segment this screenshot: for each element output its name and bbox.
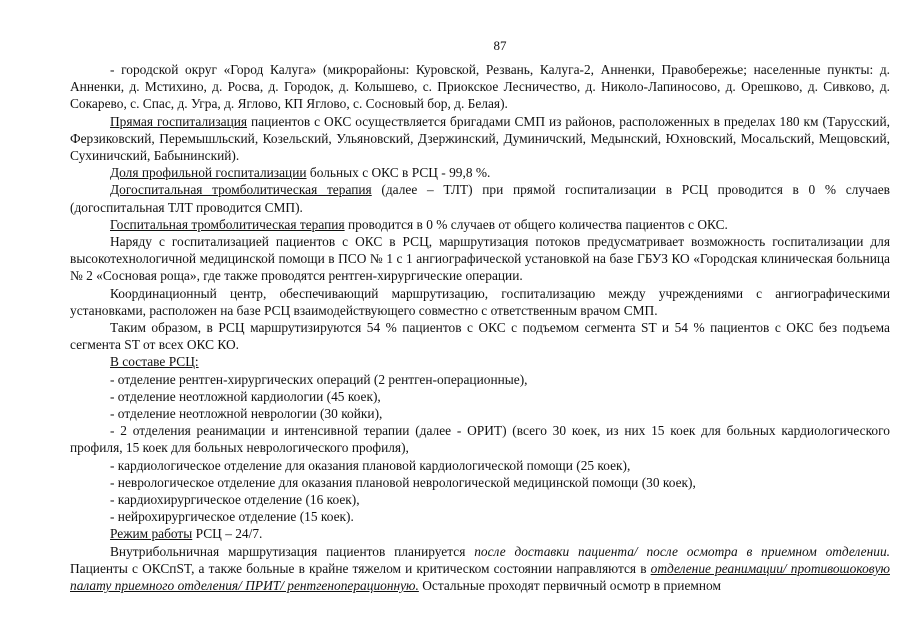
list-item: - кардиологическое отделение для оказания плановой кардиологической помощи (25 коек), [110, 457, 631, 473]
emphasis-icu-destinations: отделение реанимации/ противошоковую палату приемного отделения/ ПРИТ/ рентгеноперационную. [70, 560, 890, 594]
paragraph-routing-share: Таким образом, в РСЦ маршрутизируются 54 % пациентов с ОКС с подъемом сегмента ST и 54 % пациентов с ОКС без подъема сегмента ST от всех ОКС КО. [70, 320, 890, 353]
paragraph-text: больных с ОКС в РСЦ - 99,8 %. [306, 165, 491, 181]
paragraph-text: проводится в 0 % случаев от общего количества пациентов с ОКС. [344, 216, 728, 232]
list-item: - отделение неотложной неврологии (30 койки), [110, 406, 383, 422]
list-item: - нейрохирургическое отделение (15 коек). [110, 509, 354, 525]
term-work-mode: Режим работы [110, 526, 193, 542]
paragraph-hospital-tlt [70, 216, 890, 233]
term-rsc-composition: В составе РСЦ: [110, 354, 199, 370]
paragraph-work-mode [70, 525, 890, 542]
list-item: - отделение рентген-хирургических операций (2 рентген-операционные), [110, 371, 528, 387]
term-profile-share: Доля профильной госпитализации [110, 165, 307, 181]
document-body [70, 61, 890, 594]
paragraph-coordination-center: Координационный центр, обеспечивающий маршрутизацию, госпитализацию между учреждениями с ангиографическими установками, расположен на базе РСЦ взаимодействующего совместно с ответственным врачом СМП. [70, 285, 890, 318]
paragraph-pso-routing: Наряду с госпитализацией пациентов с ОКС в РСЦ, маршрутизация потоков предусматривает возможность госпитализации для высокотехнологичной медицинской помощи в ПСО № 1 с 1 ангиографической установкой на базе ГБУЗ КО «Городская клиническая больница № 2 «Сосновая роща», где также проводятся рентген-хирургические операции. [70, 234, 890, 284]
paragraph-text: Пациенты с ОКСпST, а также больные в крайне тяжелом и критическом состоянии направляются в [70, 560, 651, 576]
emphasis-after-delivery: после доставки пациента/ после осмотра в приемном отделении. [474, 543, 890, 559]
paragraph-rsc-composition [70, 353, 890, 370]
term-prehospital-tlt: Догоспитальная тромболитическая терапия [110, 182, 372, 198]
paragraph-direct-hospitalization [70, 113, 890, 165]
paragraph-kaluga-district: - городской округ «Город Калуга» (микрорайоны: Куровской, Резвань, Калуга-2, Анненки, Правобережье; населенные пункты: д. Анненки, д. Мстихино, д. Росва, д. Городок, д. Колышево, с. Приокское Лесничество, д. Николо-Лапиносово, д. Орешково, д. Сивково, д. Сокарево, с. Спас, д. Угра, д. Яглово, КП Яглово, с. Сосновый бор, д. Белая). [70, 62, 890, 112]
paragraph-text: Остальные проходят первичный осмотр в приемном [418, 578, 721, 594]
paragraph-text: Внутрибольничная маршрутизация пациентов планируется [110, 543, 475, 559]
paragraph-text: пациентов с ОКС осуществляется бригадами СМП из районов, расположенных в пределах 180 км (Тарусский, Ферзиковский, Перемышльский, Козельский, Ульяновский, Дзержинский, Думиничский, Медынский, Юхновский, Мосальский, Мещовский, Сухиничский, Бабынинский). [70, 113, 890, 164]
paragraph-inhospital-routing [70, 543, 890, 595]
list-item: - кардиохирургическое отделение (16 коек), [110, 492, 360, 508]
paragraph-text: РСЦ – 24/7. [192, 526, 263, 542]
paragraph-profile-share [70, 164, 890, 181]
paragraph-text: (далее – ТЛТ) при прямой госпитализации в РСЦ проводится в 0 % случаев (догоспитальная ТЛТ проводится СМП). [70, 182, 890, 215]
list-item: - неврологическое отделение для оказания плановой неврологической медицинской помощи (30 коек), [110, 474, 696, 490]
term-hospital-tlt: Госпитальная тромболитическая терапия [110, 216, 345, 232]
term-direct-hospitalization: Прямая госпитализация [110, 113, 248, 129]
list-item: - отделение неотложной кардиологии (45 коек), [110, 388, 381, 404]
list-item: - 2 отделения реанимации и интенсивной терапии (далее - ОРИТ) (всего 30 коек, из них 15 коек для больных кардиологического профиля, 15 коек для больных неврологического профиля), [70, 423, 890, 456]
paragraph-prehospital-tlt [70, 181, 890, 215]
page-number: 87 [493, 38, 507, 53]
